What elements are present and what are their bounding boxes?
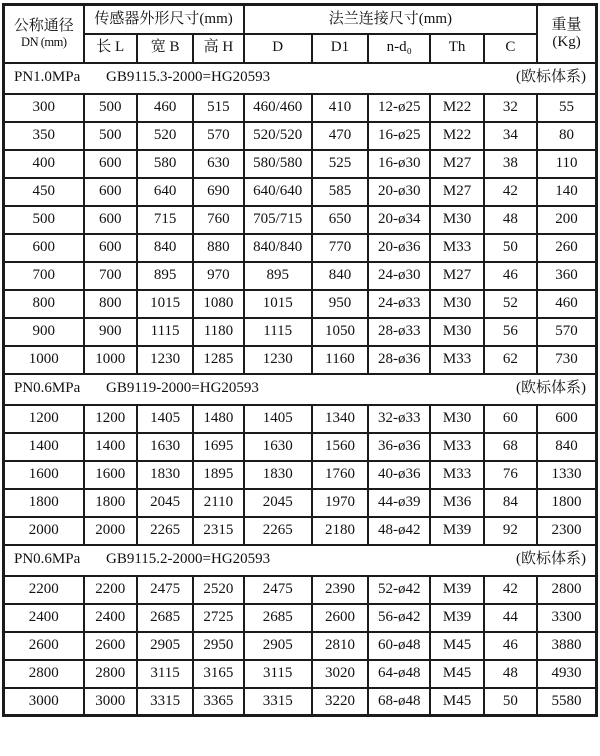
subheader-th: Th <box>430 34 483 63</box>
table-cell: M33 <box>430 461 483 489</box>
table-row <box>4 150 597 178</box>
table-cell: 1800 <box>84 489 137 517</box>
table-cell: 2685 <box>244 604 312 632</box>
table-cell: 1480 <box>193 405 243 433</box>
table-cell: 1050 <box>312 318 368 346</box>
table-cell: 1400 <box>4 433 84 461</box>
table-cell: 1970 <box>312 489 368 517</box>
table-cell: 68 <box>484 433 537 461</box>
table-row <box>4 517 597 545</box>
table-cell: 705/715 <box>244 206 312 234</box>
table-cell: 1560 <box>312 433 368 461</box>
header-row-groups <box>4 5 597 34</box>
table-cell: 140 <box>537 178 596 206</box>
table-cell: 1600 <box>4 461 84 489</box>
table-cell: 2600 <box>84 632 137 660</box>
table-cell: 52-ø42 <box>368 576 430 604</box>
table-cell: 2400 <box>4 604 84 632</box>
table-cell: 600 <box>84 234 137 262</box>
table-cell: 110 <box>537 150 596 178</box>
table-cell: 2180 <box>312 517 368 545</box>
section-standard-label: GB9119-2000=HG20593 <box>106 380 259 397</box>
table-cell: 1000 <box>84 346 137 374</box>
table-cell: 600 <box>84 206 137 234</box>
table-cell: 36-ø36 <box>368 433 430 461</box>
subheader-c: C <box>484 34 537 63</box>
table-cell: 2905 <box>244 632 312 660</box>
table-cell: 28-ø33 <box>368 318 430 346</box>
table-cell: 24-ø33 <box>368 290 430 318</box>
table-cell: 1400 <box>84 433 137 461</box>
table-body <box>4 63 597 716</box>
table-cell: M39 <box>430 517 483 545</box>
table-cell: M22 <box>430 94 483 122</box>
table-cell: 1230 <box>244 346 312 374</box>
table-cell: 460 <box>537 290 596 318</box>
table-cell: M33 <box>430 234 483 262</box>
table-cell: 840/840 <box>244 234 312 262</box>
table-cell: M30 <box>430 405 483 433</box>
table-cell: 880 <box>193 234 243 262</box>
table-cell: 80 <box>537 122 596 150</box>
table-cell: 2200 <box>84 576 137 604</box>
table-cell: 1015 <box>137 290 193 318</box>
table-cell: 2400 <box>84 604 137 632</box>
table-cell: M45 <box>430 632 483 660</box>
table-cell: 500 <box>4 206 84 234</box>
table-row <box>4 433 597 461</box>
table-cell: 64-ø48 <box>368 660 430 688</box>
table-cell: 1340 <box>312 405 368 433</box>
spec-table <box>2 3 598 717</box>
table-cell: 580/580 <box>244 150 312 178</box>
table-cell: 3165 <box>193 660 243 688</box>
table-cell: 200 <box>537 206 596 234</box>
table-cell: 350 <box>4 122 84 150</box>
section-note-label: (欧标体系) <box>516 69 586 86</box>
table-cell: 690 <box>193 178 243 206</box>
table-cell: 630 <box>193 150 243 178</box>
table-cell: 520/520 <box>244 122 312 150</box>
table-cell: 800 <box>84 290 137 318</box>
table-cell: 715 <box>137 206 193 234</box>
table-cell: 360 <box>537 262 596 290</box>
table-cell: 68-ø48 <box>368 688 430 716</box>
table-row <box>4 178 597 206</box>
table-cell: 3365 <box>193 688 243 716</box>
table-cell: 2000 <box>4 517 84 545</box>
section-label-row <box>5 380 595 397</box>
table-cell: 3315 <box>244 688 312 716</box>
table-cell: 2950 <box>193 632 243 660</box>
table-row <box>4 604 597 632</box>
table-cell: 585 <box>312 178 368 206</box>
table-cell: 1630 <box>137 433 193 461</box>
table-row <box>4 234 597 262</box>
table-cell: 800 <box>4 290 84 318</box>
table-cell: 410 <box>312 94 368 122</box>
table-cell: 48-ø42 <box>368 517 430 545</box>
table-row <box>4 318 597 346</box>
section-standard-label: GB9115.2-2000=HG20593 <box>106 551 271 568</box>
section-note-label: (欧标体系) <box>516 380 586 397</box>
table-row <box>4 489 597 517</box>
table-cell: 24-ø30 <box>368 262 430 290</box>
table-cell: 48 <box>484 206 537 234</box>
table-cell: 16-ø30 <box>368 150 430 178</box>
table-cell: 1200 <box>4 405 84 433</box>
section-note-label: (欧标体系) <box>516 551 586 568</box>
table-cell: 515 <box>193 94 243 122</box>
subheader-n-d0: n-d₀ <box>368 34 430 63</box>
table-cell: 44-ø39 <box>368 489 430 517</box>
table-row <box>4 94 597 122</box>
table-cell: M36 <box>430 489 483 517</box>
table-cell: M22 <box>430 122 483 150</box>
table-cell: 600 <box>537 405 596 433</box>
table-row <box>4 461 597 489</box>
table-cell: 1695 <box>193 433 243 461</box>
table-cell: 12-ø25 <box>368 94 430 122</box>
section-label-row <box>5 69 595 86</box>
table-cell: 580 <box>137 150 193 178</box>
section-standard-label: GB9115.3-2000=HG20593 <box>106 69 271 86</box>
section-cell <box>4 63 597 94</box>
table-cell: 3315 <box>137 688 193 716</box>
table-cell: 3880 <box>537 632 596 660</box>
table-cell: 570 <box>537 318 596 346</box>
table-cell: 2725 <box>193 604 243 632</box>
table-cell: M27 <box>430 178 483 206</box>
section-pressure-label: PN1.0MPa <box>14 69 81 86</box>
table-cell: 1405 <box>244 405 312 433</box>
table-cell: 2315 <box>193 517 243 545</box>
table-cell: 895 <box>137 262 193 290</box>
table-cell: 3300 <box>537 604 596 632</box>
table-cell: 2265 <box>244 517 312 545</box>
table-cell: 600 <box>84 150 137 178</box>
table-cell: 460/460 <box>244 94 312 122</box>
table-row <box>4 262 597 290</box>
table-cell: 20-ø34 <box>368 206 430 234</box>
table-cell: 840 <box>137 234 193 262</box>
table-cell: 50 <box>484 688 537 716</box>
table-cell: 32 <box>484 94 537 122</box>
table-cell: 3115 <box>244 660 312 688</box>
table-cell: 2475 <box>244 576 312 604</box>
table-cell: 42 <box>484 576 537 604</box>
table-cell: 895 <box>244 262 312 290</box>
section-pressure-label: PN0.6MPa <box>14 380 81 397</box>
table-cell: 1895 <box>193 461 243 489</box>
table-cell: 2685 <box>137 604 193 632</box>
table-cell: 60 <box>484 405 537 433</box>
table-cell: 1285 <box>193 346 243 374</box>
table-cell: 34 <box>484 122 537 150</box>
table-cell: 3020 <box>312 660 368 688</box>
table-cell: 1600 <box>84 461 137 489</box>
table-cell: M39 <box>430 604 483 632</box>
table-row <box>4 122 597 150</box>
table-cell: 520 <box>137 122 193 150</box>
table-cell: M30 <box>430 318 483 346</box>
table-cell: 840 <box>537 433 596 461</box>
header-weight-cn: 重量 <box>551 16 582 33</box>
header-nominal-diameter-cn: 公称通径 <box>13 17 74 34</box>
table-cell: 84 <box>484 489 537 517</box>
table-cell: 2475 <box>137 576 193 604</box>
table-cell: 2800 <box>4 660 84 688</box>
table-cell: 2800 <box>84 660 137 688</box>
table-cell: 600 <box>84 178 137 206</box>
table-cell: 2600 <box>4 632 84 660</box>
section-pressure-label: PN0.6MPa <box>14 551 81 568</box>
table-row <box>4 206 597 234</box>
table-cell: 38 <box>484 150 537 178</box>
table-cell: 1800 <box>537 489 596 517</box>
table-cell: 2110 <box>193 489 243 517</box>
table-cell: 48 <box>484 660 537 688</box>
table-cell: 640/640 <box>244 178 312 206</box>
table-cell: 62 <box>484 346 537 374</box>
table-cell: 500 <box>84 94 137 122</box>
table-cell: 28-ø36 <box>368 346 430 374</box>
table-cell: 2045 <box>244 489 312 517</box>
table-cell: M45 <box>430 688 483 716</box>
table-cell: M33 <box>430 433 483 461</box>
table-cell: 2520 <box>193 576 243 604</box>
table-cell: 460 <box>137 94 193 122</box>
subheader-length-l: 长 L <box>84 34 137 63</box>
table-cell: 770 <box>312 234 368 262</box>
table-cell: 900 <box>84 318 137 346</box>
header-flange-dimensions-group: 法兰连接尺寸(mm) <box>244 5 537 34</box>
table-cell: 570 <box>193 122 243 150</box>
section-row <box>4 374 597 405</box>
table-cell: 730 <box>537 346 596 374</box>
table-cell: 3000 <box>84 688 137 716</box>
table-cell: 1015 <box>244 290 312 318</box>
table-cell: 1115 <box>244 318 312 346</box>
table-cell: 900 <box>4 318 84 346</box>
table-cell: 44 <box>484 604 537 632</box>
table-cell: 40-ø36 <box>368 461 430 489</box>
table-cell: 16-ø25 <box>368 122 430 150</box>
table-cell: 1080 <box>193 290 243 318</box>
table-cell: 260 <box>537 234 596 262</box>
section-cell <box>4 374 597 405</box>
table-cell: 2200 <box>4 576 84 604</box>
header-nominal-diameter-unit: DN (mm) <box>21 35 67 50</box>
table-cell: M30 <box>430 206 483 234</box>
table-cell: 2045 <box>137 489 193 517</box>
table-cell: 32-ø33 <box>368 405 430 433</box>
table-cell: 56-ø42 <box>368 604 430 632</box>
table-cell: 46 <box>484 262 537 290</box>
section-row <box>4 63 597 94</box>
table-cell: 400 <box>4 150 84 178</box>
table-cell: 3220 <box>312 688 368 716</box>
table-cell: 1180 <box>193 318 243 346</box>
subheader-width-b: 宽 B <box>137 34 193 63</box>
header-nominal-diameter <box>4 5 84 63</box>
table-cell: 2810 <box>312 632 368 660</box>
table-cell: 20-ø30 <box>368 178 430 206</box>
table-cell: 950 <box>312 290 368 318</box>
table-cell: 450 <box>4 178 84 206</box>
table-cell: 300 <box>4 94 84 122</box>
table-cell: 640 <box>137 178 193 206</box>
table-cell: 700 <box>84 262 137 290</box>
table-row <box>4 660 597 688</box>
subheader-d1: D1 <box>312 34 368 63</box>
table-cell: 700 <box>4 262 84 290</box>
table-cell: 1800 <box>4 489 84 517</box>
table-cell: 650 <box>312 206 368 234</box>
table-cell: 500 <box>84 122 137 150</box>
table-row <box>4 688 597 716</box>
subheader-height-h: 高 H <box>193 34 243 63</box>
table-cell: 56 <box>484 318 537 346</box>
header-weight-unit: (Kg) <box>552 33 581 50</box>
table-cell: 840 <box>312 262 368 290</box>
header-sensor-dimensions-group: 传感器外形尺寸(mm) <box>84 5 244 34</box>
table-cell: 50 <box>484 234 537 262</box>
table-cell: M27 <box>430 150 483 178</box>
table-cell: 55 <box>537 94 596 122</box>
table-cell: M30 <box>430 290 483 318</box>
table-cell: 92 <box>484 517 537 545</box>
table-cell: M39 <box>430 576 483 604</box>
table-row <box>4 346 597 374</box>
table-cell: 20-ø36 <box>368 234 430 262</box>
table-cell: 2390 <box>312 576 368 604</box>
table-cell: 52 <box>484 290 537 318</box>
table-cell: 600 <box>4 234 84 262</box>
table-cell: 1000 <box>4 346 84 374</box>
table-cell: 3115 <box>137 660 193 688</box>
table-cell: 1405 <box>137 405 193 433</box>
table-cell: 4930 <box>537 660 596 688</box>
table-cell: 1630 <box>244 433 312 461</box>
table-cell: 1830 <box>137 461 193 489</box>
table-cell: 1330 <box>537 461 596 489</box>
table-cell: M45 <box>430 660 483 688</box>
table-cell: 2600 <box>312 604 368 632</box>
table-cell: 1160 <box>312 346 368 374</box>
section-cell <box>4 545 597 576</box>
table-cell: 2000 <box>84 517 137 545</box>
table-cell: M27 <box>430 262 483 290</box>
table-row <box>4 576 597 604</box>
subheader-d: D <box>244 34 312 63</box>
table-cell: 1760 <box>312 461 368 489</box>
header-row-subheaders <box>4 34 597 63</box>
table-cell: 760 <box>193 206 243 234</box>
table-cell: 1230 <box>137 346 193 374</box>
table-row <box>4 405 597 433</box>
table-cell: 2905 <box>137 632 193 660</box>
table-row <box>4 632 597 660</box>
table-header <box>4 5 597 63</box>
table-cell: 1200 <box>84 405 137 433</box>
table-cell: M33 <box>430 346 483 374</box>
table-cell: 970 <box>193 262 243 290</box>
table-cell: 470 <box>312 122 368 150</box>
table-cell: 2300 <box>537 517 596 545</box>
table-cell: 3000 <box>4 688 84 716</box>
table-cell: 60-ø48 <box>368 632 430 660</box>
section-row <box>4 545 597 576</box>
table-cell: 1830 <box>244 461 312 489</box>
table-cell: 42 <box>484 178 537 206</box>
table-cell: 1115 <box>137 318 193 346</box>
table-cell: 76 <box>484 461 537 489</box>
table-cell: 46 <box>484 632 537 660</box>
table-cell: 525 <box>312 150 368 178</box>
table-cell: 5580 <box>537 688 596 716</box>
table-cell: 2800 <box>537 576 596 604</box>
table-cell: 2265 <box>137 517 193 545</box>
header-weight <box>537 5 596 63</box>
section-label-row <box>5 551 595 568</box>
table-row <box>4 290 597 318</box>
